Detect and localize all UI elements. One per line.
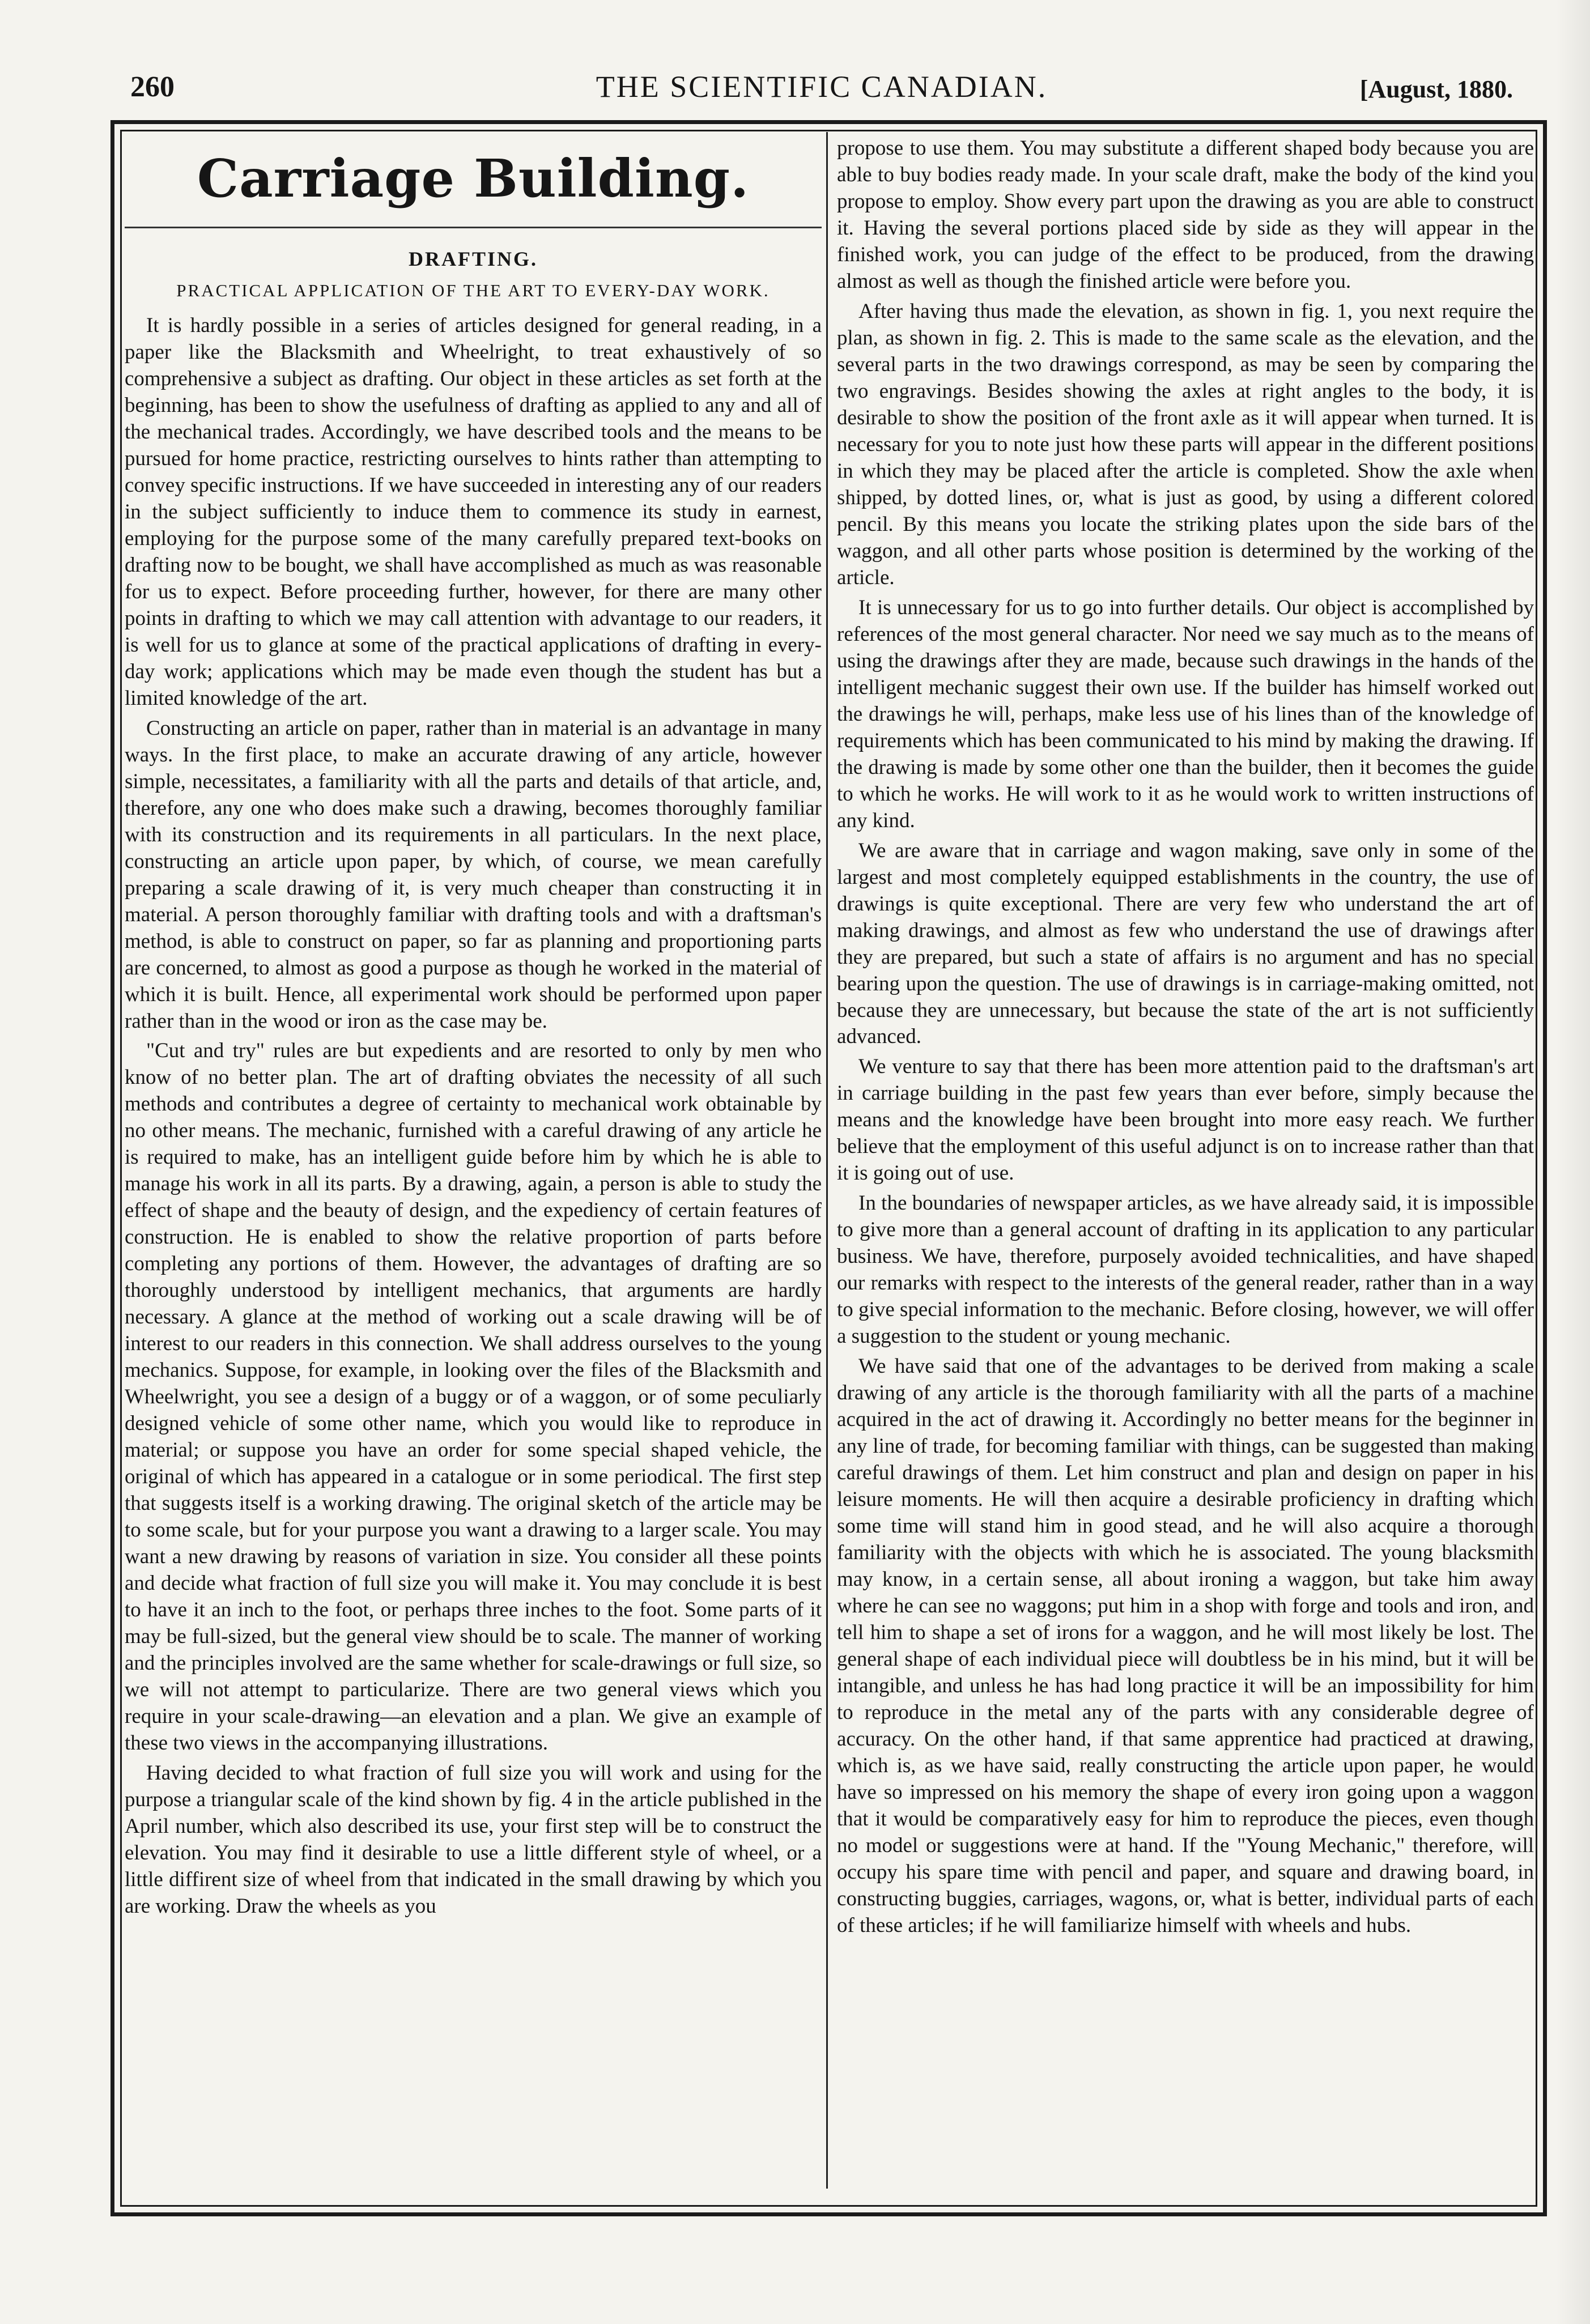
- paragraph: We are aware that in carriage and wagon making, save only in some of the largest and most completely equipped establishments in the country, the use of drawings is quite exceptional. There are very few who understand the art of making drawings, and almost as few who understand the use of drawings after they are prepared, but such a state of affairs is no argument and has no special bearing upon the question. The use of drawings is in carriage-making omitted, not because they are unnecessary, but because the state of the art is not sufficiently advanced.: [837, 838, 1534, 1049]
- page-edge-shadow: [1556, 0, 1590, 2324]
- issue-date: [August, 1880.: [1359, 75, 1513, 103]
- paragraph: It is hardly possible in a series of articles designed for general reading, in a paper like the Blacksmith and Wheelright, to treat exhaustively of so comprehensive a subject as drafting. Our object in these articles as set forth at the beginning, has been to show the usefulness of drafting as applied to any and all of the mechanical trades. Accordingly, we have described tools and the means to be pursued for home practice, restricting ourselves to hints rather than attempting to convey specific instructions. If we have succeeded in interesting any of our readers in the subject sufficiently to induce them to commence its study in earnest, employing for the purpose some of the many carefully prepared text-books on drafting now to be bought, we shall have accomplished as much as was reasonable for us to expect. Before proceeding further, however, for there are many other points in drafting to which we may call attention with advantage to our readers, it is well for us to glance at some of the practical applications of drafting in every-day work; applications which may be made even though the student has but a limited knowledge of the art.: [125, 313, 822, 710]
- paragraph: propose to use them. You may substitute a different shaped body because you are able to buy bodies ready made. In your scale draft, make the body of the kind you propose to employ. Show every part upon the drawing as you are able to construct it. Having the several portions placed side by side as they will appear in the finished work, you can judge of the effect to be produced, from the drawing almost as well as though the finished article were before you.: [837, 137, 1534, 293]
- paragraph: After having thus made the elevation, as shown in fig. 1, you next require the plan, as shown in fig. 2. This is made to the same scale as the elevation, and the several parts in the two drawings correspond, as may be seen by comparing the two engravings. Besides showing the axles at right angles to the body, it is desirable to show the position of the front axle as it will appear when turned. It is necessary for you to note just how these parts will appear in the different positions in which they may be placed after the article is completed. Show the axle when shipped, by dotted lines, or, what is just as good, by using a different colored pencil. By this means you locate the striking plates upon the side bars of the waggon, and all other parts whose position is determined by the working of the article.: [837, 299, 1534, 589]
- title-divider: [125, 227, 822, 228]
- section-subtitle: PRACTICAL APPLICATION OF THE ART TO EVERY-DAY WORK.: [176, 280, 770, 300]
- page-number: 260: [130, 71, 175, 103]
- column-divider: [826, 132, 828, 2189]
- section-heading: DRAFTING.: [408, 247, 538, 270]
- right-column: [837, 135, 1534, 2186]
- paragraph: We venture to say that there has been more attention paid to the draftsman's art in carriage building in the past few years than ever before, simply because the means and the knowledge have been brought into more easy reach. We further believe that the employment of this useful adjunct is on to increase rather than that it is going out of use.: [837, 1055, 1534, 1185]
- article-title: Carriage Building.: [197, 148, 750, 209]
- paragraph: In the boundaries of newspaper articles, as we have already said, it is impossible to give more than a general account of drafting in its application to any particular business. We have, therefore, purposely avoided technicalities, and have shaped our remarks with respect to the interests of the general reader, rather than in a way to give special information to the mechanic. Before closing, however, we will offer a suggestion to the student or young mechanic.: [837, 1191, 1534, 1348]
- paragraph: Having decided to what fraction of full size you will work and using for the purpose a triangular scale of the kind shown by fig. 4 in the article published in the April number, which also described its use, your first step will be to construct the elevation. You may find it desirable to use a little different style of wheel, or a little diffirent size of wheel from that indicated in the small drawing by which you are working. Draw the wheels as you: [125, 1761, 822, 1918]
- page-header: [130, 67, 1513, 112]
- masthead: THE SCIENTIFIC CANADIAN.: [596, 70, 1048, 104]
- paragraph: It is unnecessary for us to go into further details. Our object is accomplished by references of the most general character. Nor need we say much as to the means of using the drawings after they are made, because such drawings in the hands of the intelligent mechanic suggest their own use. If the builder has himself worked out the drawings he will, perhaps, make less use of his lines than of the knowledge of requirements which has been communicated to his mind by making the drawing. If the drawing is made by some other one than the builder, then it becomes the guide to which he works. He will work to it as he would work to written instructions of any kind.: [837, 595, 1534, 832]
- paragraph: "Cut and try" rules are but expedients and are resorted to only by men who know of no better plan. The art of drafting obviates the necessity of all such methods and contributes a degree of certainty to mechanical work obtainable by no other means. The mechanic, furnished with a careful drawing of any article he is required to make, has an intelligent guide before him by which he is able to manage his work in all its parts. By a drawing, again, a person is able to study the effect of shape and the beauty of design, and the expediency of certain features of construction. He is enabled to show the relative proportion of parts before completing any portions of them. However, the advantages of drafting are so thoroughly understood by intelligent mechanics, that arguments are hardly necessary. A glance at the method of working out a scale drawing will be of interest to our readers in this connection. We shall address ourselves to the young mechanics. Suppose, for example, in looking over the files of the Blacksmith and Wheelwright, you see a design of a buggy or of a waggon, or of some peculiarly designed vehicle of some other name, which you would like to reproduce in material; or suppose you have an order for some special shaped vehicle, the original of which has appeared in a catalogue or in some periodical. The first step that suggests itself is a working drawing. The original sketch of the article may be to some scale, but for your purpose you want a drawing to a larger scale. You may want a new drawing by reasons of variation in size. You consider all these points and decide what fraction of full size you will make it. You may conclude it is best to have it an inch to the foot, or perhaps three inches to the foot. Some parts of it may be full-sized, but the general view should be to scale. The manner of working and the principles involved are the same whether for scale-drawings or full size, so we will not attempt to particularize. There are two general views which you require in your scale-drawing—an elevation and a plan. We give an example of these two views in the accompanying illustrations.: [125, 1039, 822, 1755]
- article-frame: [110, 120, 1547, 2216]
- paragraph: We have said that one of the advantages to be derived from making a scale drawing of any article is the thorough familiarity with all the parts of a machine acquired in the act of drawing it. Accordingly no better means for the beginner in any line of trade, for becoming familiar with things, can be suggested than making careful drawings of them. Let him construct and plan and design on paper in his leisure moments. He will then acquire a desirable proficiency in drafting which some time will stand him in good stead, and he will also acquire a thorough familiarity with the objects with which he is associated. The young blacksmith may know, in a certain sense, all about ironing a waggon, but take him away where he can see no waggons; put him in a shop with forge and tools and iron, and tell him to shape a set of irons for a waggon, and he will most likely be lost. The general shape of each individual piece will doubtless be in his mind, but it will be intangible, and unless he has had long practice it will be an impossibility for him to reproduce in the metal any of the parts with any considerable degree of accuracy. On the other hand, if that same apprentice had practiced at drawing, which is, as we have said, really constructing the article upon paper, he would have so impressed on his memory the shape of every iron going upon a waggon that it would be comparatively easy for him to reproduce the pieces, even though no model or suggestions were at hand. If the "Young Mechanic," therefore, will occupy his spare time with pencil and paper, and square and drawing board, in constructing buggies, carriages, wagons, or, what is better, individual parts of each of these articles; if he will familiarize himself with wheels and hubs.: [837, 1355, 1534, 1937]
- paragraph: Constructing an article on paper, rather than in material is an advantage in many ways. In the first place, to make an accurate drawing of any article, however simple, necessitates, a familiarity with all the parts and details of that article, and, therefore, any one who does make such a drawing, becomes thoroughly familiar with its construction and its requirements in all particulars. In the next place, constructing an article upon paper, by which, of course, we mean carefully preparing a scale drawing of it, is very much cheaper than constructing it in material. A person thoroughly familiar with drafting tools and with a draftsman's method, is able to construct on paper, so far as planning and proportioning parts are concerned, to almost as good a purpose as though he worked in the material of which it is built. Hence, all experimental work should be performed upon paper rather than in the wood or iron as the case may be.: [125, 716, 822, 1033]
- left-column: [125, 135, 822, 2186]
